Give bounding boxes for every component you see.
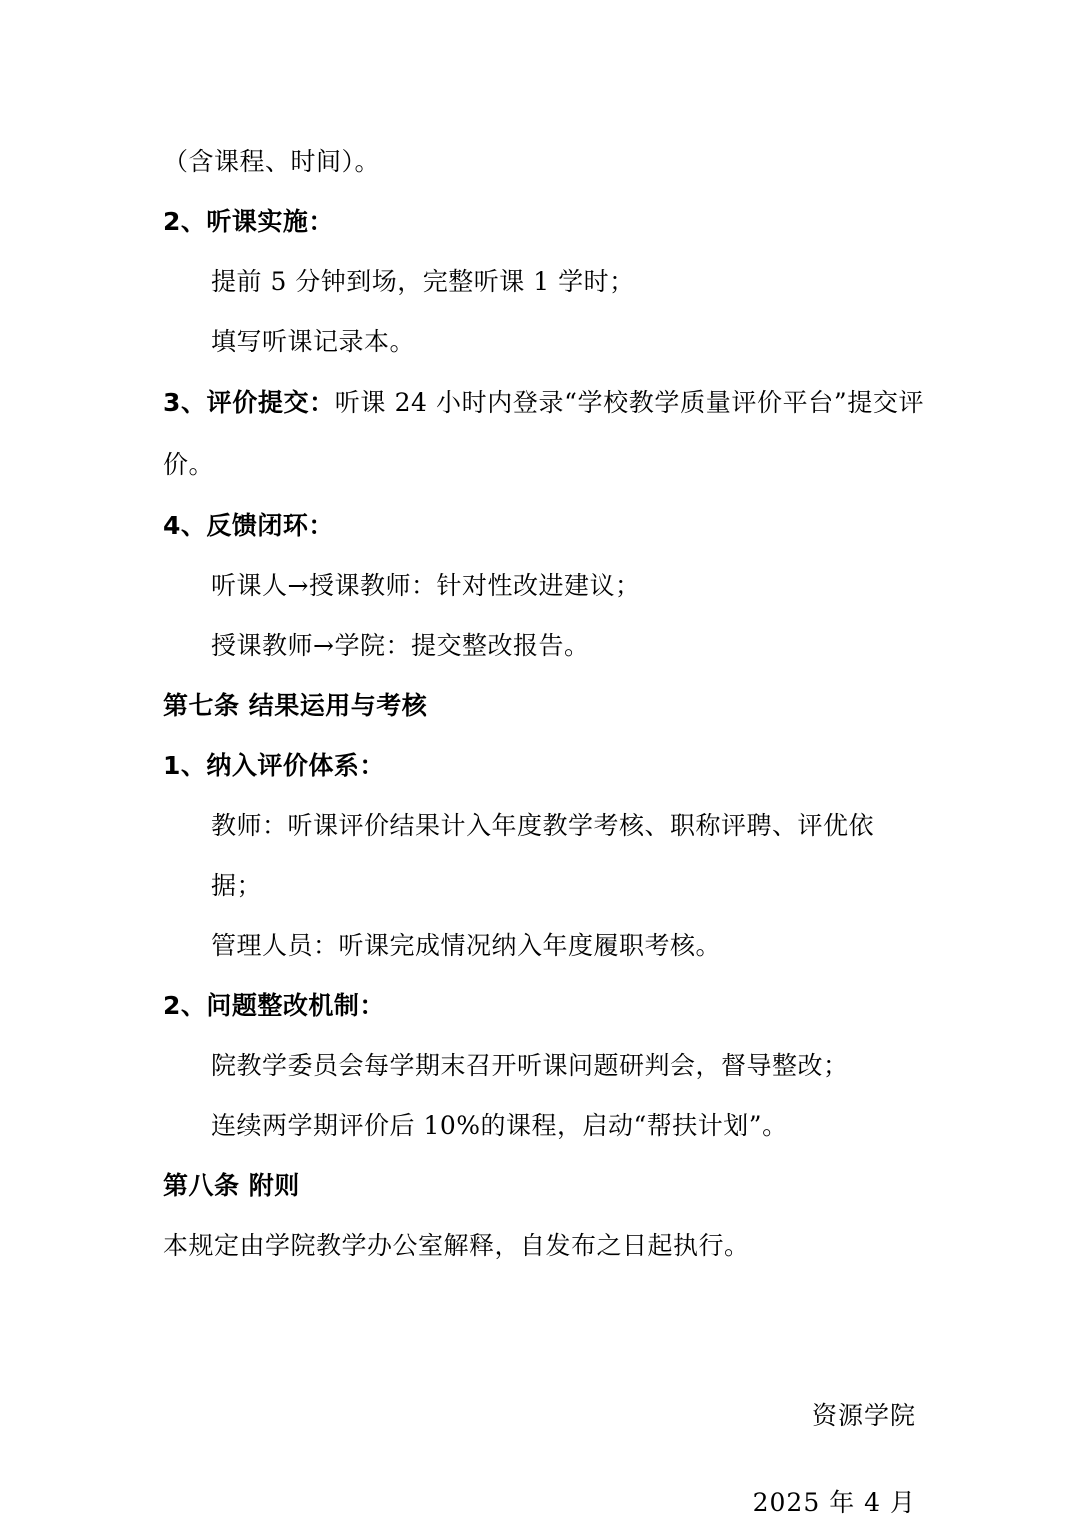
signature-date: 2025 年 4 月 [752,1488,916,1517]
paragraph-arrive-early: 提前 5 分钟到场，完整听课 1 学时； [211,267,635,296]
subheading-rectification-mechanism: 2、问题整改机制： [163,991,385,1020]
paragraph-committee-meeting: 院教学委员会每学期末召开听课问题研判会，督导整改； [211,1051,849,1080]
label-evaluation-submission: 3、评价提交： [163,388,335,417]
heading-article-eight: 第八条 附则 [163,1171,300,1200]
paragraph-feedback-to-teacher: 听课人→授课教师：针对性改进建议； [211,571,641,600]
paragraph-teacher-evaluation-basis: 教师：听课评价结果计入年度教学考核、职称评聘、评优依据； [211,811,875,900]
text-evaluation-submission: 听课 24 小时内登录“学校教学质量评价平台”提交评价。 [163,388,924,479]
subheading-feedback-loop: 4、反馈闭环： [163,511,334,540]
paragraph-management-staff-assessment: 管理人员：听课完成情况纳入年度履职考核。 [211,931,722,960]
paragraph-course-time: （含课程、时间）。 [163,147,381,176]
paragraph-support-plan: 连续两学期评价后 10%的课程，启动“帮扶计划”。 [211,1111,788,1140]
paragraph-evaluation-submission [163,372,924,496]
document-body [163,132,924,1534]
subheading-listening-implementation: 2、听课实施： [163,207,334,236]
subheading-included-in-evaluation: 1、纳入评价体系： [163,751,385,780]
signature-organization: 资源学院 [811,1401,916,1430]
paragraph-teacher-to-college: 授课教师→学院：提交整改报告。 [211,631,590,660]
paragraph-fill-record-book: 填写听课记录本。 [211,327,416,356]
heading-article-seven: 第七条 结果运用与考核 [163,691,428,720]
spacer-2 [163,1334,924,1360]
spacer [163,1276,924,1334]
paragraph-interpretation: 本规定由学院教学办公室解释，自发布之日起执行。 [163,1231,750,1260]
